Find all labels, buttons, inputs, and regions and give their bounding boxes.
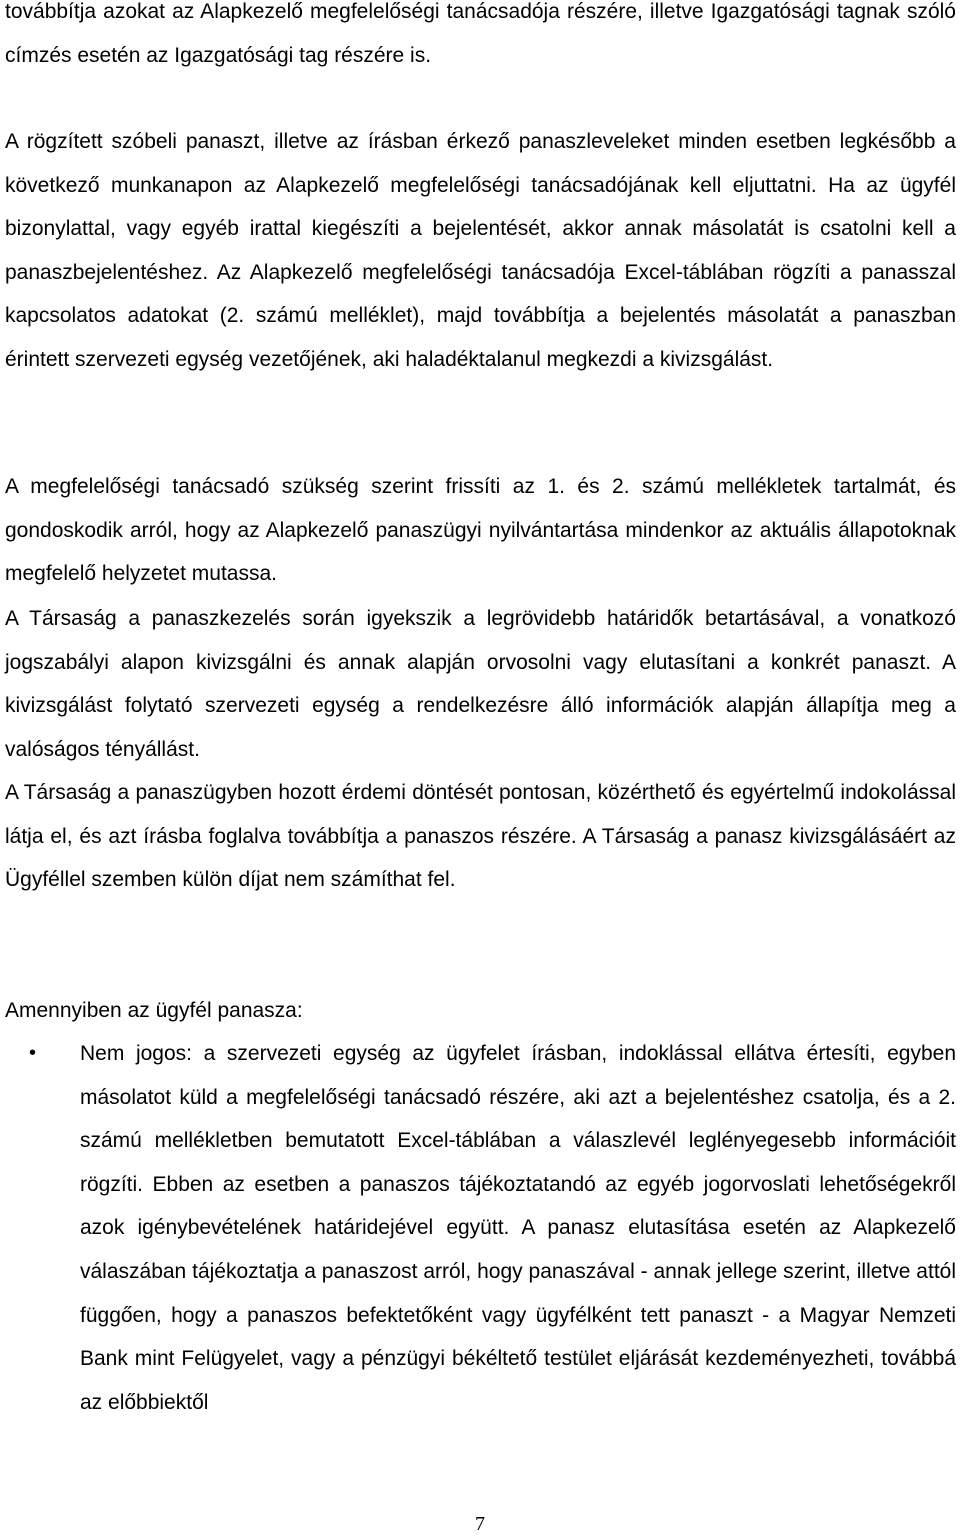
paragraph: A Társaság a panaszügyben hozott érdemi döntését pontosan, közérthető és egyértelmű indokolással látja el, és azt írásba foglalva továbbítja a panaszos részére. A Társaság a panasz kivizsgálásáért az Ügyféllel szemben külön díjat nem számíthat fel. (5, 781, 956, 892)
paragraph: A Társaság a panaszkezelés során igyekszik a legrövidebb határidők betartásával, a vonatkozó jogszabályi alapon kivizsgálni és annak alapján orvosolni vagy elutasítani a konkrét panaszt. A kivizsgálást folytató szervezeti egység a rendelkezésre álló információk alapján állapítja meg a valóságos tényállást. (5, 607, 956, 761)
list-item-text: Nem jogos: a szervezeti egység az ügyfelet írásban, indoklással ellátva értesíti, egyben másolatot küld a megfelelőségi tanácsadó részére, aki azt a bejelentéshez csatolja, és a 2. számú mellékletben bemutatott Excel-táblában a válaszlevél leglényegesebb információit rögzíti. Ebben az esetben a panaszos tájékoztatandó az egyéb jogorvoslati lehetőségekről azok igénybevételének határidejével együtt. A panasz elutasítása esetén az Alapkezelő válaszában tájékoztatja a panaszost arról, hogy panaszával - annak jellege szerint, illetve attól függően, hogy a panaszos befektetőként vagy ügyfélként tett panaszt - a Magyar Nemzeti Bank mint Felügyelet, vagy a pénzügyi békéltető testület eljárását kezdeményezheti, továbbá az előbbiektől (80, 1042, 956, 1414)
paragraph: továbbítja azokat az Alapkezelő megfelelőségi tanácsadója részére, illetve Igazgatósági tagnak szóló címzés esetén az Igazgatósági tag részére is. (5, 0, 956, 67)
page-number: 7 (475, 1513, 485, 1535)
bullet-icon: • (29, 1042, 37, 1064)
list-item (5, 1032, 956, 1424)
paragraph: A megfelelőségi tanácsadó szükség szerint frissíti az 1. és 2. számú mellékletek tartalmát, és gondoskodik arról, hogy az Alapkezelő panaszügyi nyilvántartása mindenkor az aktuális állapotoknak megfelelő helyzetet mutassa. (5, 475, 956, 586)
bullet-list (5, 1032, 956, 1424)
paragraph: A rögzített szóbeli panaszt, illetve az írásban érkező panaszleveleket minden esetben legkésőbb a következő munkanapon az Alapkezelő megfelelőségi tanácsadójának kell eljuttatni. Ha az ügyfél bizonylattal, vagy egyéb irattal kiegészíti a bejelentését, akkor annak másolatát is csatolni kell a panaszbejelentéshez. Az Alapkezelő megfelelőségi tanácsadója Excel-táblában rögzíti a panasszal kapcsolatos adatokat (2. számú melléklet), majd továbbítja a bejelentés másolatát a panaszban érintett szervezeti egység vezetőjének, aki haladéktalanul megkezdi a kivizsgálást. (5, 130, 956, 371)
section-intro: Amennyiben az ügyfél panasza: (5, 999, 303, 1022)
